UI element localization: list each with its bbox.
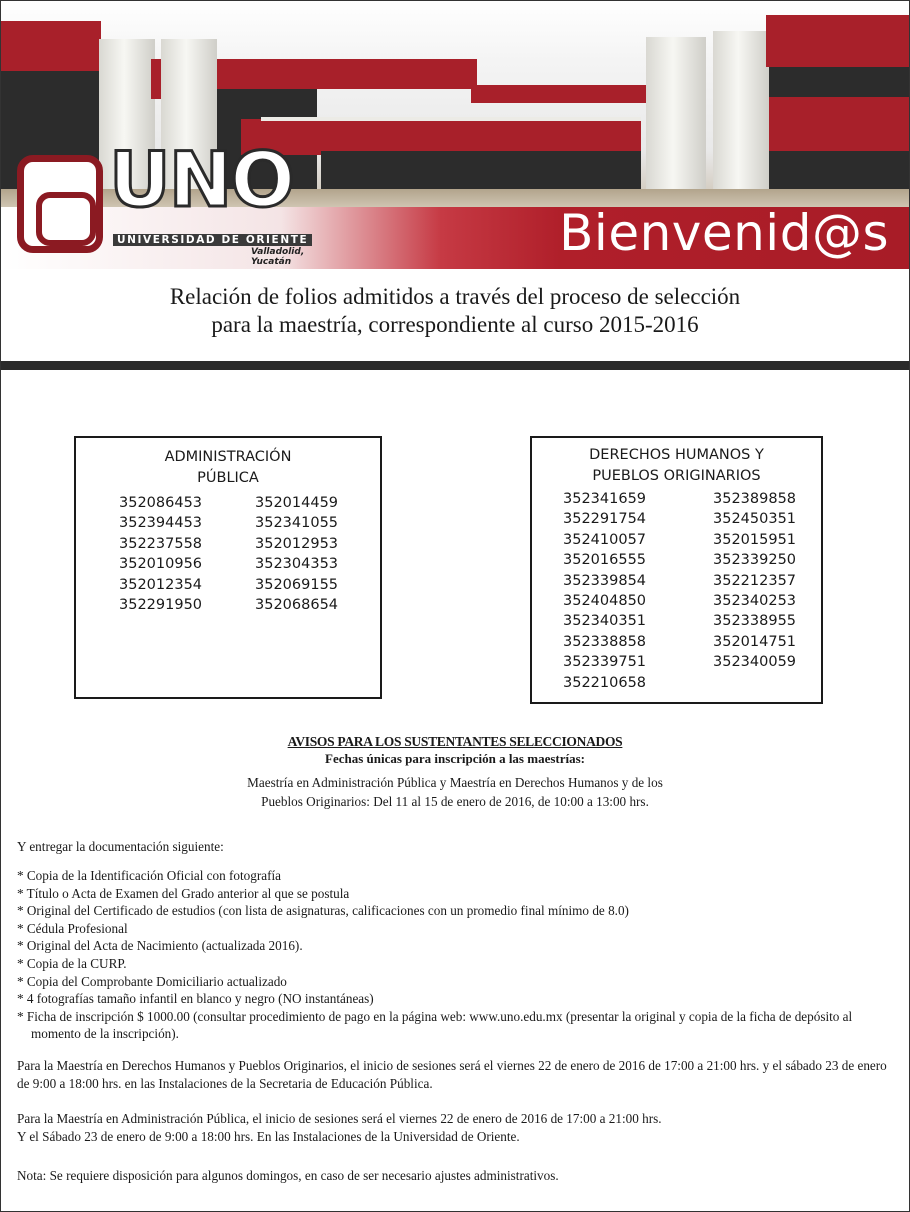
folio-number: 352341055 <box>255 515 339 532</box>
folio-number: 352014751 <box>713 633 797 650</box>
building-roof-mid <box>217 59 477 89</box>
ap-sessions-line-1: Para la Maestría en Administración Pública, el inicio de sesiones será el viernes 22 de enero de 2016 de 17:00 a 21:00 hrs. <box>17 1111 662 1126</box>
folio-number: 352389858 <box>713 491 797 507</box>
folio-box-title <box>76 447 380 489</box>
list-item: * Original del Acta de Nacimiento (actualizada 2016). <box>17 938 303 954</box>
folio-number: 352014459 <box>255 495 339 511</box>
list-item: * Original del Certificado de estudios (con lista de asignaturas, calificaciones con un promedio final mínimo de 8.0) <box>17 903 629 919</box>
enrollment-dates-heading: Fechas únicas para inscripción a las maestrías: <box>325 751 585 766</box>
folio-number: 352410057 <box>563 531 647 548</box>
building-roof-center <box>471 85 651 103</box>
folio-number: 352012354 <box>119 576 203 593</box>
building-windows-right <box>769 67 909 97</box>
folio-box-title-line-2: PÚBLICA <box>197 470 259 486</box>
divider-bar <box>1 361 909 370</box>
folio-box-title-line-1: DERECHOS HUMANOS Y <box>589 447 764 463</box>
list-item: * Copia del Comprobante Domiciliario actualizado <box>17 973 287 989</box>
enrollment-dates-text <box>1 773 909 811</box>
folio-number: 352339751 <box>563 654 647 671</box>
enrollment-dates-line-1: Maestría en Administración Pública y Maestría en Derechos Humanos y de los <box>247 775 663 790</box>
requirements-list <box>17 867 895 1043</box>
note-paragraph: Nota: Se requiere disposición para algunos domingos, en caso de ser necesario ajustes administrativos. <box>17 1168 559 1183</box>
folio-column-1 <box>119 493 255 615</box>
ap-sessions-line-2: Y el Sábado 23 de enero de 9:00 a 18:00 hrs. En las Instalaciones de la Universidad de Oriente. <box>17 1128 520 1144</box>
documents-intro: Y entregar la documentación siguiente: <box>17 839 224 854</box>
folio-number: 352340253 <box>713 593 797 610</box>
folio-number: 352016555 <box>563 552 647 569</box>
folio-box-title <box>532 445 821 487</box>
folio-number: 352304353 <box>255 556 339 573</box>
building-railing <box>261 117 641 121</box>
folio-number: 352340059 <box>713 654 797 671</box>
university-logo <box>15 135 345 267</box>
logo-subtitle: UNIVERSIDAD DE ORIENTE <box>113 234 312 246</box>
building-wall-right <box>769 97 909 151</box>
folio-number: 352012953 <box>255 535 339 552</box>
folio-columns <box>119 493 391 615</box>
folio-number: 352339250 <box>713 552 797 569</box>
folio-number: 352086453 <box>119 495 203 511</box>
folio-number: 352338858 <box>563 633 647 650</box>
folio-number: 352338955 <box>713 613 797 630</box>
folio-column-1 <box>563 489 713 693</box>
building-column-right <box>646 37 706 199</box>
folio-number: 352010956 <box>119 556 203 573</box>
folio-number: 352210658 <box>563 674 647 691</box>
folio-number: 352450351 <box>713 511 797 528</box>
folio-box-administracion-publica <box>74 436 382 699</box>
folio-number: 352291754 <box>563 511 647 528</box>
list-item: * Copia de la Identificación Oficial con fotografía <box>17 868 282 883</box>
welcome-text: Bienvenid@s <box>559 204 889 262</box>
list-item: * Título o Acta de Examen del Grado anterior al que se postula <box>17 885 350 901</box>
folio-number: 352340351 <box>563 613 647 630</box>
folio-column-2 <box>713 489 863 693</box>
folio-column-2 <box>255 493 391 615</box>
folio-number: 352339854 <box>563 572 647 589</box>
page-title-line-1: Relación de folios admitidos a través del proceso de selección <box>169 284 741 309</box>
building-balcony <box>241 119 641 155</box>
folio-number: 352394453 <box>119 515 203 532</box>
enrollment-dates-line-2: Pueblos Originarios: Del 11 al 15 de enero de 2016, de 10:00 a 13:00 hrs. <box>261 794 649 809</box>
logo-location: Valladolid, Yucatán <box>251 247 305 267</box>
list-item: * Ficha de inscripción $ 1000.00 (consultar procedimiento de pago en la página web: www.uno.edu.mx (presentar la original y copia de la ficha de depósito al momento de la inscripción). <box>17 1008 853 1042</box>
building-roof-left <box>1 21 101 71</box>
folio-box-title-line-2: PUEBLOS ORIGINARIOS <box>592 468 761 484</box>
list-item: * Cédula Profesional <box>17 920 128 936</box>
ap-sessions-paragraph <box>17 1110 895 1145</box>
list-item: * Copia de la CURP. <box>17 955 127 971</box>
building-ground-right <box>769 151 909 191</box>
folio-number: 352068654 <box>255 597 339 614</box>
folio-number: 352237558 <box>119 535 203 552</box>
folio-number: 352291950 <box>119 597 203 614</box>
dh-sessions-paragraph: Para la Maestría en Derechos Humanos y Pueblos Originarios, el inicio de sesiones será el viernes 22 de enero de 2016 de 17:00 a 21:00 hrs. y el sábado 23 de enero de 9:00 a 18:00 hrs. en las Instalaciones de la Secretaria de Educación Pública. <box>17 1058 887 1091</box>
page-title-line-2: para la maestría, correspondiente al curso 2015-2016 <box>211 312 699 337</box>
notices-heading: AVISOS PARA LOS SUSTENTANTES SELECCIONADOS <box>287 734 623 749</box>
header-banner <box>1 1 909 269</box>
folio-number: 352212357 <box>713 572 797 589</box>
folio-number: 352341659 <box>563 491 647 507</box>
building-roof-right <box>766 15 909 67</box>
folio-number: 352404850 <box>563 593 647 610</box>
folio-box-derechos-humanos <box>530 436 823 704</box>
folio-box-title-line-1: ADMINISTRACIÓN <box>164 449 292 465</box>
folio-number: 352015951 <box>713 531 797 548</box>
folio-columns <box>563 489 863 693</box>
building-column-right-2 <box>713 31 769 199</box>
list-item: * 4 fotografías tamaño infantil en blanco y negro (NO instantáneas) <box>17 991 374 1007</box>
page-title <box>1 283 909 339</box>
logo-emblem-icon <box>17 155 103 253</box>
logo-wordmark: UNO <box>109 135 293 224</box>
folio-number: 352069155 <box>255 576 339 593</box>
building-ground-floor <box>321 151 641 189</box>
